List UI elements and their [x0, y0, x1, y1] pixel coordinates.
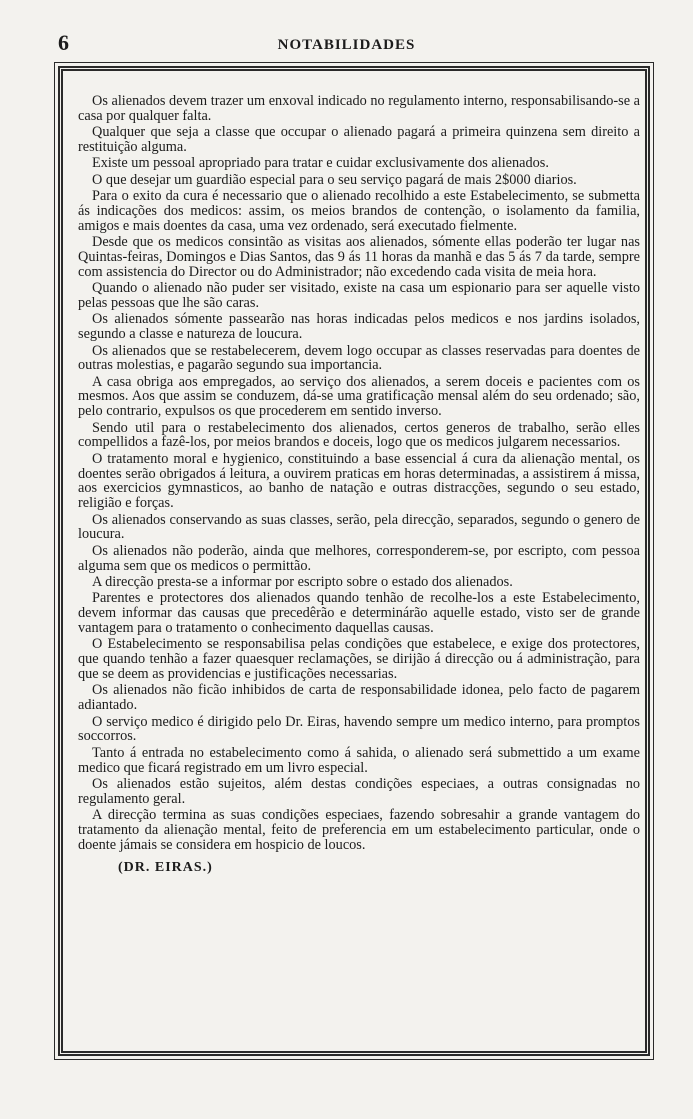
body-text	[78, 94, 640, 875]
paragraph: Tanto á entrada no estabelecimento como á sahida, o alienado será submettido a um exame medico que ficará registrado em um livro especial.	[78, 744, 640, 776]
paragraph: Os alienados não poderão, ainda que melhores, corresponderem-se, por escripto, com pessoa alguma sem que os medicos o permittão.	[78, 542, 640, 574]
paragraph: A casa obriga aos empregados, ao serviço dos alienados, a serem doceis e pacientes com os mesmos. Aos que assim se conduzem, dá-se uma gratificação mensal além do seu ordenado; são, pelo contrario, expulsos os que procederem em sentido inverso.	[78, 373, 640, 420]
page-number: 6	[58, 30, 69, 55]
paragraph: Os alienados não ficão inhibidos de carta de responsabilidade idonea, pelo facto de pagarem adiantado.	[78, 682, 640, 714]
paragraph: Parentes e protectores dos alienados quando tenhão de recolhe-los a este Estabelecimento, devem informar das causas que precedêrão e determinárão aquelle estado, visto ser de grande vantagem para o tratamento o conhecimento daquellas causas.	[78, 590, 640, 636]
paragraph: A direcção termina as suas condições especiaes, fazendo sobresahir a grande vantagem do tratamento da alienação mental, feito de preferencia em um estabelecimento particular, onde o doente jámais se considera em hospicio de loucos.	[78, 807, 640, 853]
signature: (DR. EIRAS.)	[118, 859, 213, 875]
paragraph: Os alienados conservando as suas classes, serão, pela direcção, separados, segundo o genero de loucura.	[78, 511, 640, 543]
paragraph: Para o exito da cura é necessario que o alienado recolhido a este Estabelecimento, se submetta ás indicações dos medicos: assim, os meios brandos de contenção, o isolamento da familia, amigos e mais doentes da casa, uma vez ordenado, será executado fielmente.	[78, 188, 640, 234]
paragraph: Os alienados estão sujeitos, além destas condições especiaes, a outras consignadas no regulamento geral.	[78, 775, 640, 807]
paragraph: O que desejar um guardião especial para o seu serviço pagará de mais 2$000 diarios.	[92, 171, 577, 188]
paragraph: A direcção presta-se a informar por escripto sobre o estado dos alienados.	[92, 574, 513, 591]
paragraph: Qualquer que seja a classe que occupar o alienado pagará a primeira quinzena sem direito a restituição alguma.	[78, 124, 640, 155]
paragraph: Existe um pessoal apropriado para tratar e cuidar exclusivamente dos alienados.	[92, 155, 549, 172]
paragraph: Os alienados sómente passearão nas horas indicadas pelos medicos e nos jardins isolados, segundo a classe e natureza de loucura.	[78, 311, 640, 343]
paragraph: Os alienados devem trazer um enxoval indicado no regulamento interno, responsabilisando-se a casa por qualquer falta.	[78, 93, 640, 124]
running-title: NOTABILIDADES	[277, 37, 416, 53]
paragraph: O serviço medico é dirigido pelo Dr. Eiras, havendo sempre um medico interno, para promptos soccorros.	[78, 713, 640, 745]
paragraph: O Estabelecimento se responsabilisa pelas condições que estabelece, e exige dos protectores, que quando tenhão a fazer quaesquer reclamações, se dirijão á direcção ou á administração, para que se deem as providencias e justificações necessarias.	[78, 636, 640, 682]
paragraph: O tratamento moral e hygienico, constituindo a base essencial á cura da alienação mental, os doentes serão obrigados á leitura, a ouvirem praticas em horas determinadas, a assistirem á missa, aos exercicios gymnasticos, ao banho de natação e outras distracções, segundo o seu estado, religião e forças.	[78, 450, 640, 512]
paragraph: Sendo util para o restabelecimento dos alienados, certos generos de trabalho, serão elles compellidos a fazê-los, por meios brandos e doceis, logo que os medicos julgarem necessarios.	[78, 419, 640, 451]
paragraph: Quando o alienado não puder ser visitado, existe na casa um espionario para ser aquelle visto pelas pessoas que lhe são caras.	[78, 280, 640, 311]
paragraph: Os alienados que se restabelecerem, devem logo occupar as classes reservadas para doentes de outras molestias, e pagarão segundo sua importancia.	[78, 342, 640, 374]
paragraph: Desde que os medicos consintão as visitas aos alienados, sómente ellas poderão ter lugar nas Quintas-feiras, Domingos e Dias Santos, das 9 ás 11 horas da manhã e das 5 ás 7 da tarde, sempre com assistencia do Director ou do Administrador; não excedendo cada visita de meia hora.	[78, 234, 640, 280]
